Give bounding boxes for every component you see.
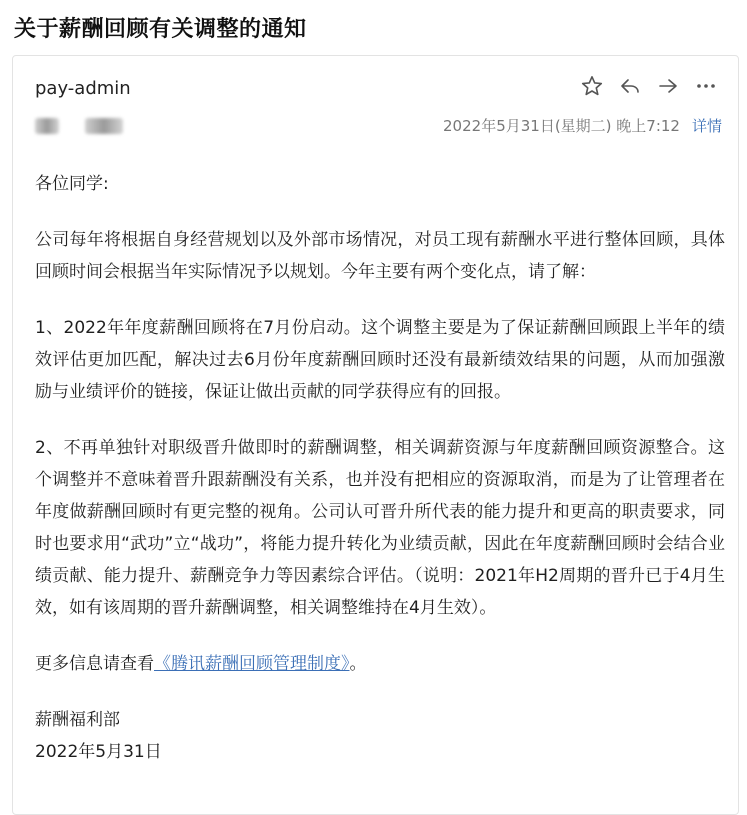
star-icon[interactable] bbox=[580, 74, 604, 98]
sender-name[interactable]: pay-admin bbox=[35, 78, 131, 99]
signature-date: 2022年5月31日 bbox=[35, 742, 162, 762]
redacted-recipient bbox=[35, 118, 59, 134]
forward-icon[interactable] bbox=[656, 74, 680, 98]
more-icon[interactable] bbox=[694, 74, 718, 98]
more-info-suffix: 。 bbox=[349, 654, 367, 674]
email-card bbox=[12, 55, 739, 815]
email-actions bbox=[580, 74, 718, 98]
paragraph-intro: 公司每年将根据自身经营规划以及外部市场情况，对员工现有薪酬水平进行整体回顾，具体回顾时间会根据当年实际情况予以规划。今年主要有两个变化点，请了解： bbox=[35, 230, 725, 282]
policy-link[interactable]: 《腾讯薪酬回顾管理制度》 bbox=[154, 654, 350, 674]
email-body bbox=[35, 168, 725, 768]
reply-icon[interactable] bbox=[618, 74, 642, 98]
signature-department: 薪酬福利部 bbox=[35, 710, 120, 730]
paragraph-point-2: 2、不再单独针对职级晋升做即时的薪酬调整，相关调薪资源与年度薪酬回顾资源整合。这个调整并不意味着晋升跟薪酬没有关系，也并没有把相应的资源取消，而是为了让管理者在年度做薪酬回顾时有更完整的视角。公司认可晋升所代表的能力提升和更高的职责要求，同时也要求用“武功”立“战功”，将能力提升转化为业绩贡献，因此在年度薪酬回顾时会结合业绩贡献、能力提升、薪酬竞争力等因素综合评估。（说明：2021年H2周期的晋升已于4月生效，如有该周期的晋升薪酬调整，相关调整维持在4月生效）。 bbox=[35, 438, 725, 618]
email-meta bbox=[443, 115, 722, 136]
redacted-recipient bbox=[85, 118, 123, 134]
greeting: 各位同学: bbox=[35, 174, 109, 194]
more-info-line bbox=[35, 648, 725, 680]
details-link[interactable]: 详情 bbox=[691, 117, 722, 135]
more-info-prefix: 更多信息请查看 bbox=[35, 654, 154, 674]
email-datetime: 2022年5月31日(星期二) 晚上7:12 bbox=[443, 117, 680, 135]
paragraph-point-1: 1、2022年年度薪酬回顾将在7月份启动。这个调整主要是为了保证薪酬回顾跟上半年的绩效评估更加匹配，解决过去6月份年度薪酬回顾时还没有最新绩效结果的问题，从而加强激励与业绩评价的链接，保证让做出贡献的同学获得应有的回报。 bbox=[35, 318, 725, 402]
email-subject: 关于薪酬回顾有关调整的通知 bbox=[14, 17, 307, 42]
recipient-list-redacted bbox=[35, 118, 123, 134]
